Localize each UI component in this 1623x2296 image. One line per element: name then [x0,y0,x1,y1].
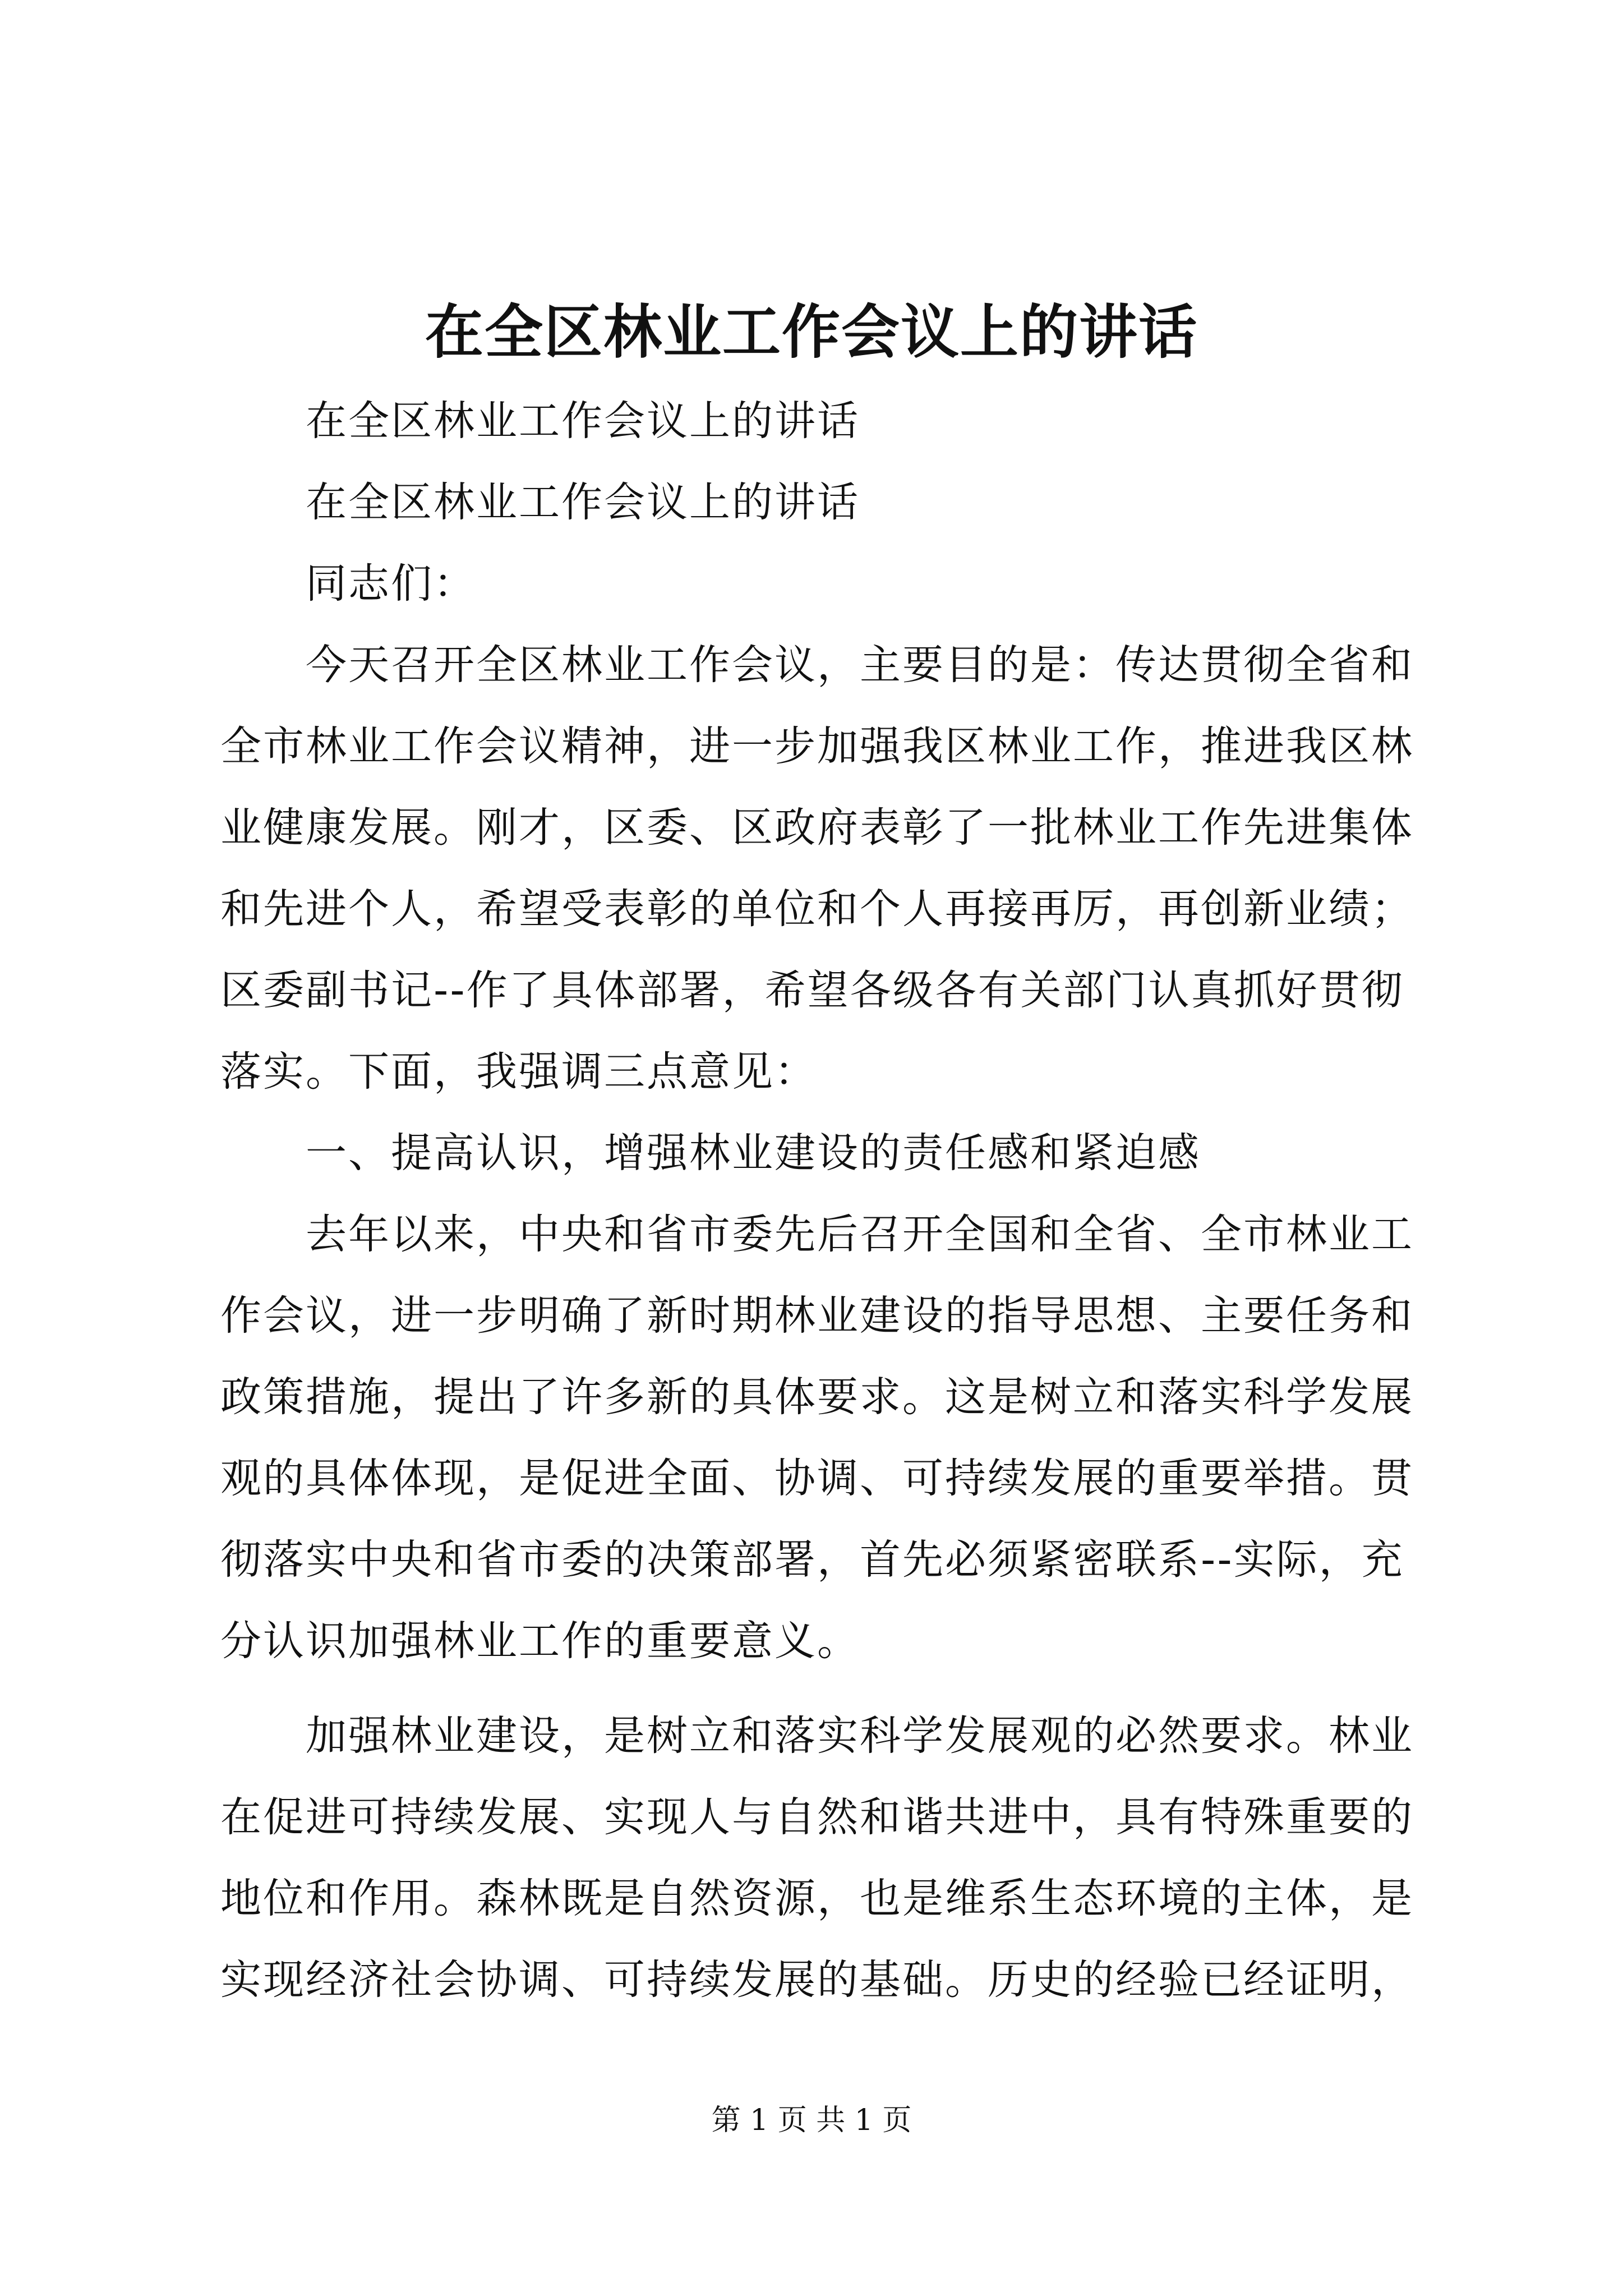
document-body [220,380,1426,2021]
section-heading-1: 一、提高认识，增强林业建设的责任感和紧迫感 [306,1129,1201,1177]
paragraph-subtitle-2: 在全区林业工作会议上的讲话 [306,478,860,526]
paragraph-section-1-a: 去年以来，中央和省市委先后召开全国和全省、全市林业工作会议，进一步明确了新时期林业建设的指导思想、主要任务和政策措施，提出了许多新的具体要求。这是树立和落实科学发展观的具体体现，是促进全面、协调、可持续发展的重要举措。贯彻落实中央和省市委的决策部署，首先必须紧密联系--实际，充分认识加强林业工作的重要意义。 [220,1211,1414,1665]
paragraph-intro: 今天召开全区林业工作会议，主要目的是：传达贯彻全省和全市林业工作会议精神，进一步加强我区林业工作，推进我区林业健康发展。刚才，区委、区政府表彰了一批林业工作先进集体和先进个人，希望受表彰的单位和个人再接再厉，再创新业绩；区委副书记--作了具体部署，希望各级各有关部门认真抓好贯彻落实。下面，我强调三点意见： [220,641,1414,1096]
paragraph-section-1-b: 加强林业建设，是树立和落实科学发展观的必然要求。林业在促进可持续发展、实现人与自然和谐共进中，具有特殊重要的地位和作用。森林既是自然资源，也是维系生态环境的主体，是实现经济社会协调、可持续发展的基础。历史的经验已经证明， [220,1712,1414,2004]
paragraph-salutation: 同志们： [306,560,476,608]
document-title: 在全区林业工作会议上的讲话 [425,297,1198,366]
page-footer: 第 1 页 共 1 页 [711,2104,912,2137]
paragraph-subtitle-1: 在全区林业工作会议上的讲话 [306,397,860,445]
